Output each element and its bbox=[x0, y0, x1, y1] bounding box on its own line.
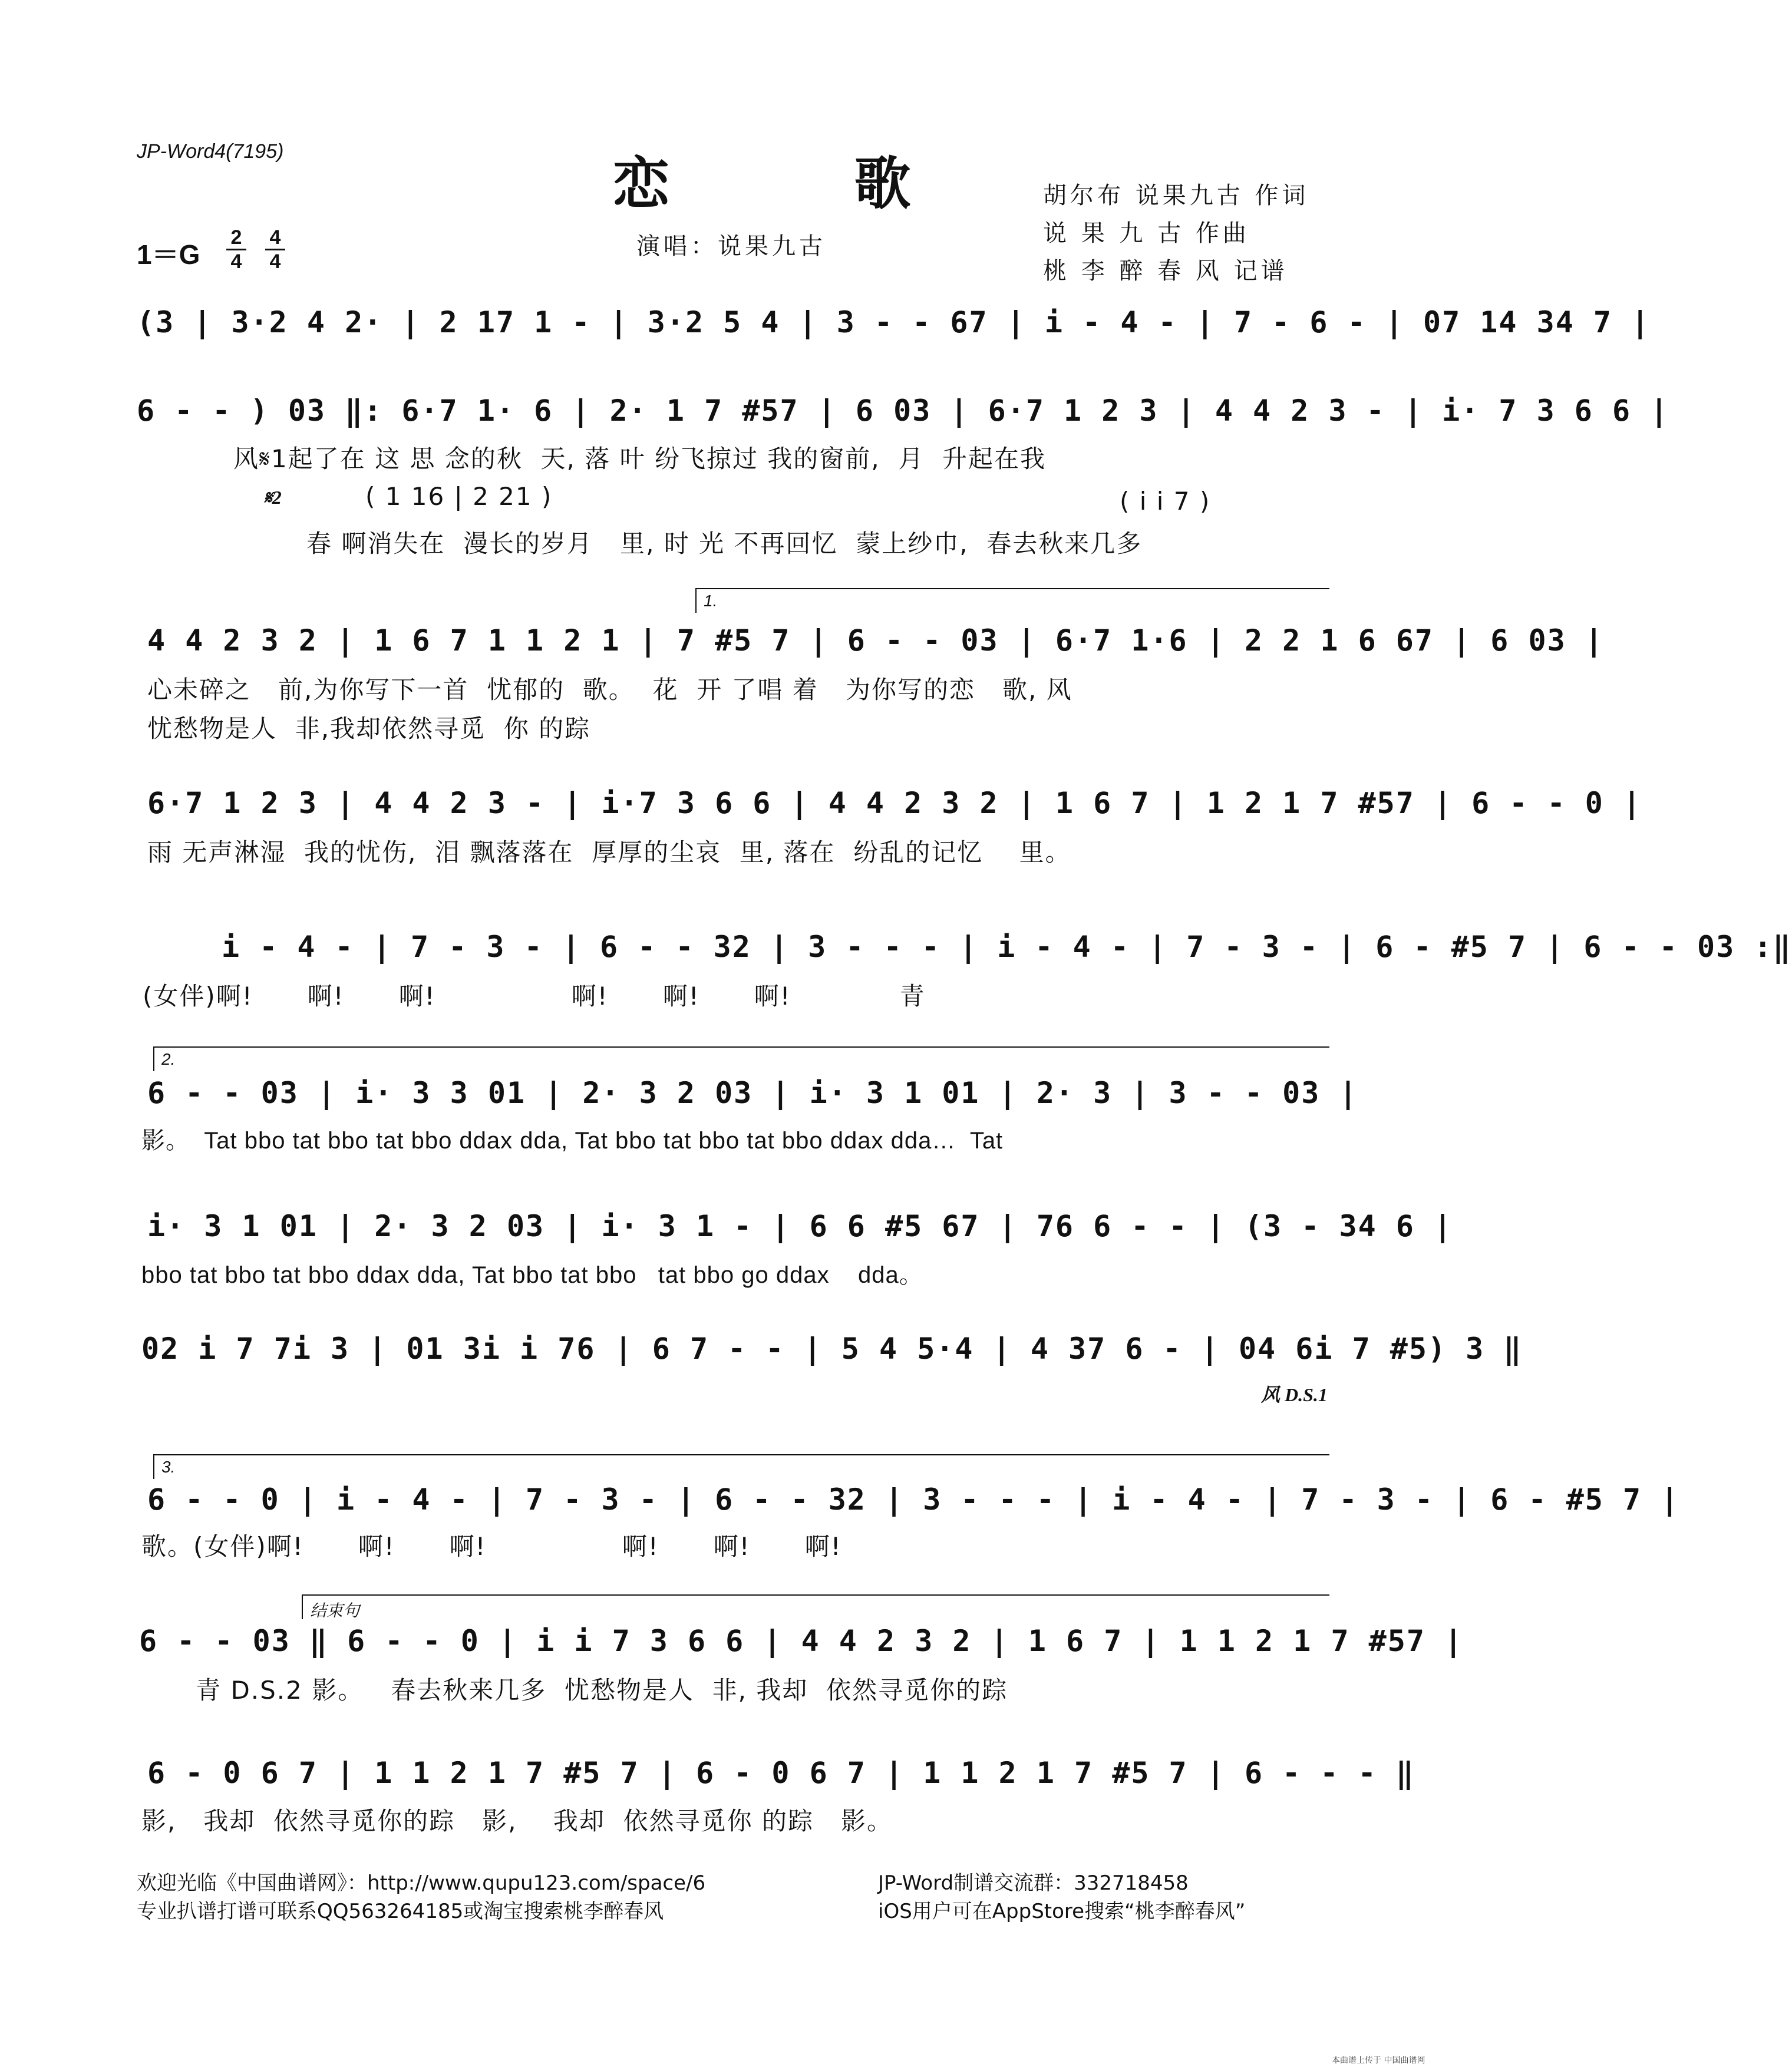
footer-ios: iOS用户可在AppStore搜索“桃李醉春风” bbox=[878, 1900, 1246, 1923]
footer-group: JP-Word制谱交流群：332718458 bbox=[878, 1871, 1189, 1895]
footer-contact: 专业扒谱打谱可联系QQ563264185或淘宝搜索桃李醉春风 bbox=[137, 1900, 664, 1923]
system-2-lyrics-2: 春 啊消失在 漫长的岁月 里, 时 光 不再回忆 蒙上纱巾, 春去秋来几多 bbox=[306, 529, 1143, 558]
system-2-notes: 6 - - ) 03 ‖: 6·7 1· 6 | 2· 1 7 #57 | 6 03 | 6·7 1 2 3 | 4 4 2 3 - | i· 7 3 6 6 | bbox=[137, 394, 1669, 428]
system-5-notes: i - 4 - | 7 - 3 - | 6 - - 32 | 3 - - - | i - 4 - | 7 - 3 - | 6 - #5 7 | 6 - - 03 :‖ bbox=[222, 930, 1792, 964]
key-signature: 1＝G bbox=[137, 239, 200, 270]
segno-2-label: 𝄋2 bbox=[264, 487, 282, 508]
transcriber-credit: 桃 李 醉 春 风 记谱 bbox=[1043, 257, 1288, 285]
system-4-notes: 6·7 1 2 3 | 4 4 2 3 - | i·7 3 6 6 | 4 4 2 3 2 | 1 6 7 | 1 2 1 7 #57 | 6 - - 0 | bbox=[147, 786, 1642, 820]
system-6-notes: 6 - - 03 | i· 3 3 01 | 2· 3 2 03 | i· 3 1 01 | 2· 3 | 3 - - 03 | bbox=[147, 1076, 1358, 1110]
system-1-notes: (3 | 3·2 4 2· | 2 17 1 - | 3·2 5 4 | 3 - - 67 | i - 4 - | 7 - 6 - | 07 14 34 7 | bbox=[137, 305, 1651, 339]
song-title: 恋 歌 bbox=[613, 151, 994, 217]
system-6-lyrics: 影。 Tat bbo tat bbo tat bbo ddax dda, Tat bbo tat bbo tat bbo ddax dda… Tat bbox=[141, 1128, 1004, 1154]
system-7-notes: i· 3 1 01 | 2· 3 2 03 | i· 3 1 - | 6 6 #5 67 | 76 6 - - | (3 - 34 6 | bbox=[147, 1209, 1453, 1243]
time-signature-2-4: 2 4 bbox=[226, 227, 246, 272]
coda-volta: 结束句 bbox=[302, 1594, 1329, 1619]
system-2-lyrics-1: 风𝄋1起了在 这 思 念的秋 天, 落 叶 纷飞掠过 我的窗前, 月 升起在我 bbox=[233, 444, 1047, 473]
ds1-label: 风 D.S.1 bbox=[1261, 1384, 1328, 1405]
system-9-lyrics: 歌。(女伴)啊! 啊! 啊! 啊! 啊! 啊! bbox=[141, 1532, 842, 1561]
system-2-bracket-notes-2: ( i i 7 ) bbox=[1120, 487, 1211, 516]
system-3-lyrics-1: 心未碎之 前,为你写下一首 忧郁的 歌。 花 开 了唱 着 为你写的恋 歌, 风 bbox=[147, 675, 1072, 704]
system-5-lyrics: (女伴)啊! 啊! 啊! 啊! 啊! 啊! 青 bbox=[143, 982, 926, 1011]
volta-3: 3. bbox=[153, 1454, 1329, 1479]
system-8-notes: 02 i 7 7i 3 | 01 3i i 76 | 6 7 - - | 5 4 5·4 | 4 37 6 - | 04 6i 7 #5) 3 ‖ bbox=[141, 1332, 1523, 1366]
lyricist-credit: 胡尔布 说果九古 作词 bbox=[1043, 182, 1309, 209]
system-11-lyrics: 影, 我却 依然寻觅你的踪 影, 我却 依然寻觅你 的踪 影。 bbox=[141, 1807, 893, 1835]
software-label: JP-Word4(7195) bbox=[137, 140, 284, 163]
system-9-notes: 6 - - 0 | i - 4 - | 7 - 3 - | 6 - - 32 | 3 - - - | i - 4 - | 7 - 3 - | 6 - #5 7 | bbox=[147, 1482, 1680, 1517]
footer-website: 欢迎光临《中国曲谱网》：http://www.qupu123.com/space/6 bbox=[137, 1871, 706, 1895]
volta-2: 2. bbox=[153, 1046, 1329, 1071]
volta-1: 1. bbox=[695, 588, 1329, 613]
system-3-lyrics-2: 忧愁物是人 非,我却依然寻觅 你 的踪 bbox=[147, 714, 591, 743]
system-4-lyrics: 雨 无声淋湿 我的忧伤, 泪 飘落落在 厚厚的尘哀 里, 落在 纷乱的记忆 里。 bbox=[147, 838, 1071, 867]
system-11-notes: 6 - 0 6 7 | 1 1 2 1 7 #5 7 | 6 - 0 6 7 | 1 1 2 1 7 #5 7 | 6 - - - ‖ bbox=[147, 1756, 1415, 1790]
singer-credit: 演唱：说果九古 bbox=[636, 233, 826, 260]
system-3-notes: 4 4 2 3 2 | 1 6 7 1 1 2 1 | 7 #5 7 | 6 - - 03 | 6·7 1·6 | 2 2 1 6 67 | 6 03 | bbox=[147, 623, 1604, 658]
system-7-lyrics: bbo tat bbo tat bbo ddax dda, Tat bbo tat bbo tat bbo go ddax dda。 bbox=[141, 1262, 923, 1288]
system-2-bracket-notes: ( 1 16 | 2 21 ) bbox=[365, 482, 553, 511]
corner-watermark: 本曲谱上传于 中国曲谱网 bbox=[1332, 2056, 1425, 2065]
system-10-lyrics: 青 D.S.2 影。 春去秋来几多 忧愁物是人 非, 我却 依然寻觅你的踪 bbox=[141, 1676, 1008, 1705]
time-signature-4-4: 4 4 bbox=[265, 227, 285, 272]
composer-credit: 说 果 九 古 作曲 bbox=[1043, 220, 1250, 247]
system-10-notes: 6 - - 03 ‖ 6 - - 0 | i i 7 3 6 6 | 4 4 2 3 2 | 1 6 7 | 1 1 2 1 7 #57 | bbox=[139, 1624, 1464, 1658]
